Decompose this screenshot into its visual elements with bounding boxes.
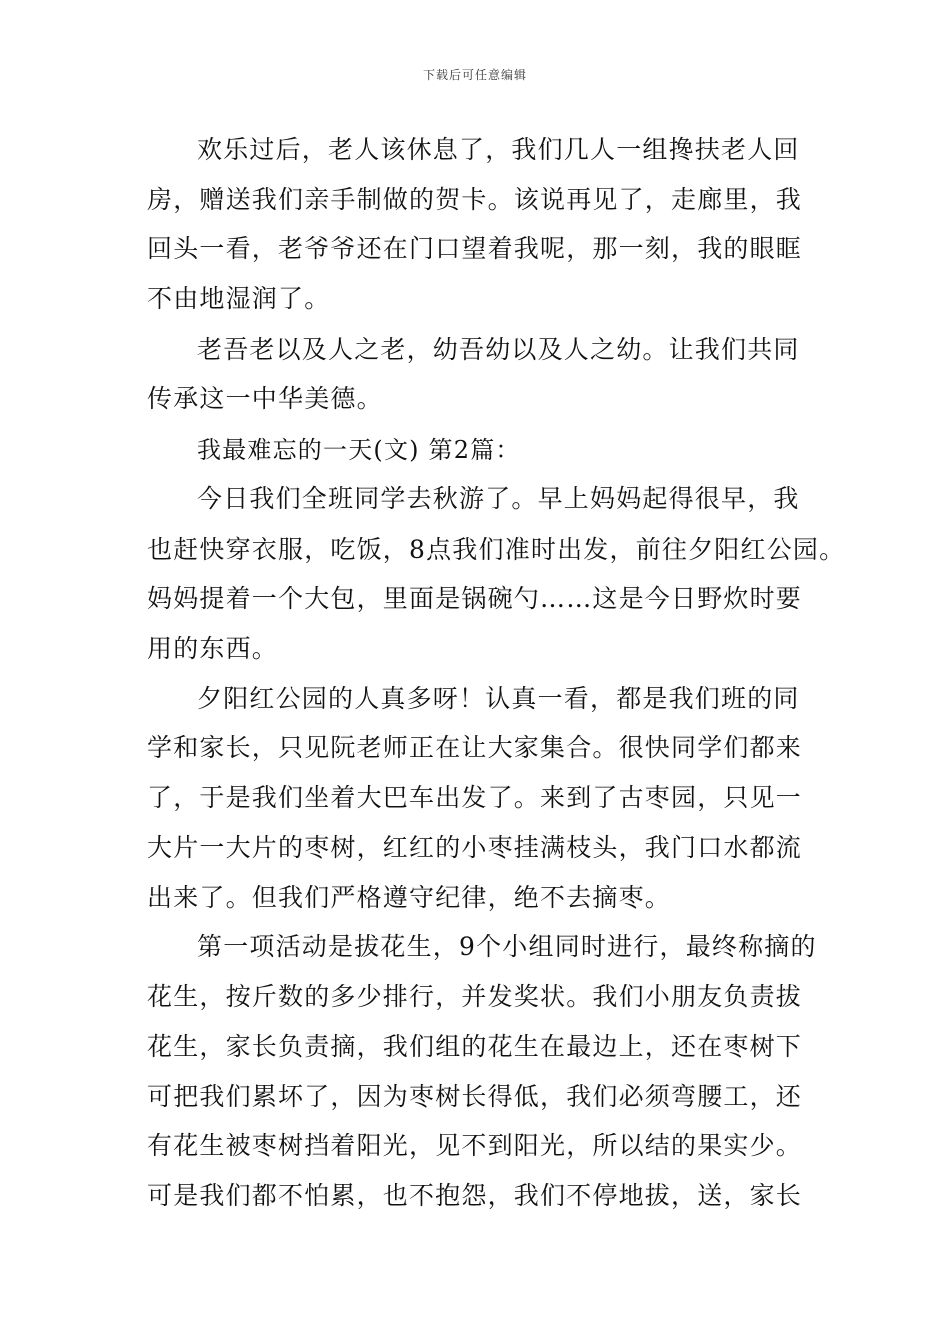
text-line: 了，于是我们坐着大巴车出发了。来到了古枣园，只见一: [147, 783, 803, 812]
text-line: 第一项活动是拔花生，9个小组同时进行，最终称摘的: [197, 932, 817, 961]
section-heading: 我最难忘的一天(文) 第2篇：: [197, 436, 521, 464]
text-line: 花生，按斤数的多少排行，并发奖状。我们小朋友负责拔: [147, 982, 803, 1011]
text-line: 传承这一中华美德。: [147, 384, 383, 413]
text-line: 妈妈提着一个大包，里面是锅碗勺……这是今日野炊时要: [147, 584, 803, 613]
text-line: 出来了。但我们严格遵守纪律，绝不去摘枣。: [147, 883, 672, 912]
text-line: 大片一大片的枣树，红红的小枣挂满枝头，我门口水都流: [147, 833, 803, 862]
text-line: 回头一看，老爷爷还在门口望着我呢，那一刻，我的眼眶: [147, 234, 803, 263]
text-line: 可是我们都不怕累，也不抱怨，我们不停地拔，送，家长: [147, 1181, 803, 1210]
text-line: 学和家长，只见阮老师正在让大家集合。很快同学们都来: [147, 733, 803, 762]
text-line: 可把我们累坏了，因为枣树长得低，我们必须弯腰工，还: [147, 1082, 803, 1111]
text-line: 不由地湿润了。: [147, 284, 331, 313]
text-line: 今日我们全班同学去秋游了。早上妈妈起得很早，我: [197, 484, 800, 513]
text-line: 有花生被枣树挡着阳光，见不到阳光，所以结的果实少。: [147, 1131, 803, 1160]
text-line: 用的东西。: [147, 634, 279, 663]
text-line: 欢乐过后，老人该休息了，我们几人一组搀扶老人回: [197, 135, 800, 164]
header-note: 下载后可任意编辑: [422, 68, 527, 82]
text-line: 老吾老以及人之老，幼吾幼以及人之幼。让我们共同: [197, 335, 800, 364]
text-line: 夕阳红公园的人真多呀！认真一看，都是我们班的同: [197, 684, 800, 713]
text-line: 花生，家长负责摘，我们组的花生在最边上，还在枣树下: [147, 1032, 803, 1061]
text-line: 房，赠送我们亲手制做的贺卡。该说再见了，走廊里，我: [147, 185, 803, 214]
text-line: 也赶快穿衣服，吃饭，8点我们准时出发，前往夕阳红公园。: [147, 535, 846, 564]
